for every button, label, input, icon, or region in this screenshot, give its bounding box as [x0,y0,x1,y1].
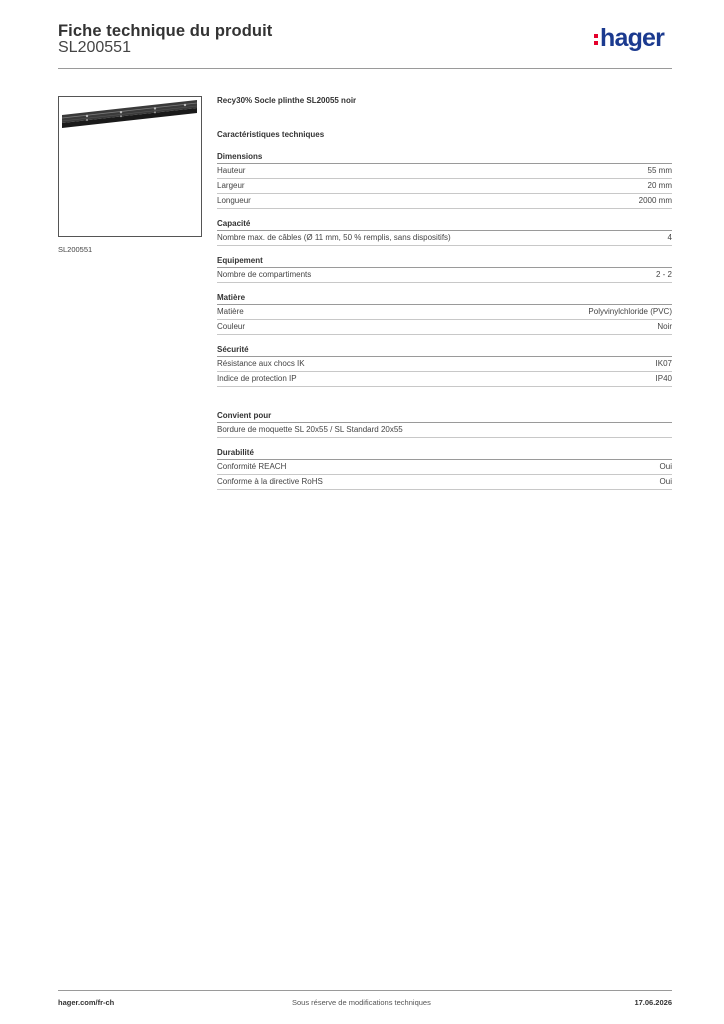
section-title: Dimensions [217,152,672,164]
spec-row [217,372,672,387]
spec-row [217,357,672,372]
spec-label: Nombre max. de câbles (Ø 11 mm, 50 % remplis, sans dispositifs) [217,233,451,242]
spec-value: Oui [659,477,672,486]
spec-row [217,460,672,475]
header-divider [58,68,672,69]
specs-heading: Caractéristiques techniques [217,130,325,139]
spec-row [217,305,672,320]
spec-row [217,423,672,438]
section-title: Sécurité [217,345,672,357]
spec-label: Longueur [217,196,251,205]
spec-value: IP40 [655,374,672,383]
spec-label: Hauteur [217,166,246,175]
spec-label: Matière [217,307,244,316]
spec-value: 55 mm [647,166,672,175]
spec-content [217,96,672,490]
spec-label: Largeur [217,181,245,190]
spec-label: Bordure de moquette SL 20x55 / SL Standard 20x55 [217,425,403,434]
spec-row [217,194,672,209]
section-capacite [217,219,672,246]
spec-row [217,164,672,179]
product-image [58,96,202,237]
section-title: Matière [217,293,672,305]
logo-text: hager [600,24,665,52]
spec-label: Couleur [217,322,246,331]
spec-value: Polyvinylchloride (PVC) [588,307,672,316]
spec-row [217,179,672,194]
footer-divider [58,990,672,991]
spec-row [217,268,672,283]
section-durabilite [217,448,672,490]
spec-row [217,320,672,335]
spec-label: Résistance aux chocs IK [217,359,305,368]
spec-value: 2000 mm [638,196,672,205]
spec-value: 4 [667,233,672,242]
page-title: Fiche technique du produit [58,22,273,40]
spec-label: Conforme à la directive RoHS [217,477,323,486]
spec-label: Conformité REACH [217,462,287,471]
footer-date: 17.06.2026 [634,998,672,1007]
product-reference: SL200551 [58,39,131,56]
section-convient-pour [217,411,672,438]
section-dimensions [217,152,672,209]
footer-website: hager.com/fr-ch [58,998,115,1007]
section-equipement [217,256,672,283]
section-title: Convient pour [217,411,672,423]
image-caption: SL200551 [58,245,93,254]
spec-value: 20 mm [647,181,672,190]
section-title: Equipement [217,256,672,268]
spec-value: 2 - 2 [655,270,672,279]
spec-row [217,475,672,490]
product-title: Recy30% Socle plinthe SL20055 noir [217,96,357,105]
spec-value: Noir [657,322,672,331]
logo-dots-icon [594,34,598,45]
spec-label: Nombre de compartiments [217,270,312,279]
section-securite [217,345,672,387]
footer-notice: Sous réserve de modifications techniques [292,998,431,1007]
section-title: Capacité [217,219,672,231]
section-title: Durabilité [217,448,672,460]
spec-value: IK07 [655,359,672,368]
spec-label: Indice de protection IP [217,374,297,383]
hager-logo [594,26,664,51]
spec-value: Oui [659,462,672,471]
spec-row [217,231,672,246]
section-matiere [217,293,672,335]
skirting-base-illustration [59,97,201,236]
